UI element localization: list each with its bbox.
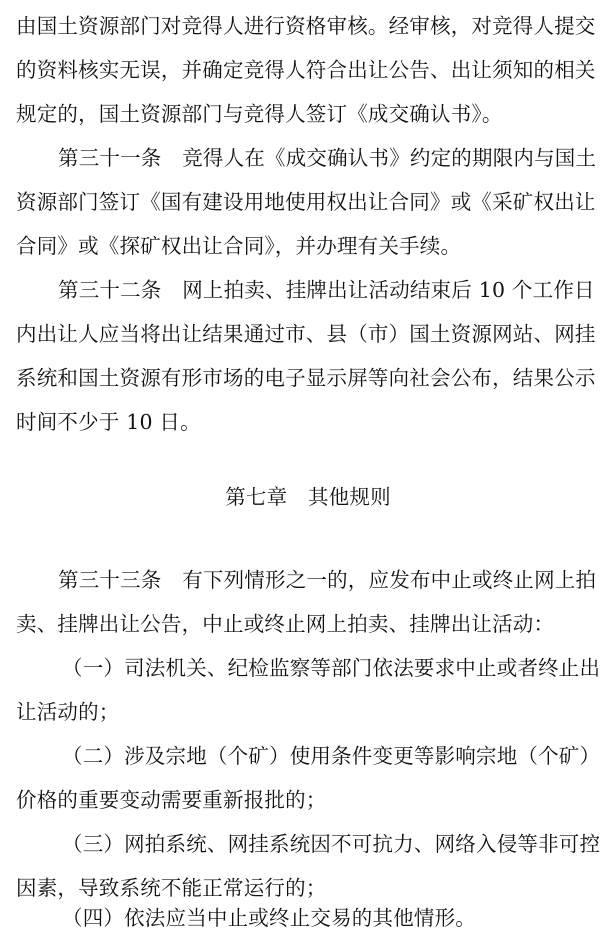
item-2-line-1: （二）涉及宗地（个矿）使用条件变更等影响宗地（个矿） (62, 744, 601, 768)
paragraph-line-3: 规定的，国土资源部门与竞得人签订《成交确认书》。 (16, 102, 503, 126)
item-3-line-1: （三）网拍系统、网挂系统因不可抗力、网络入侵等非可控 (62, 832, 601, 856)
item-1-line-2: 让活动的； (16, 700, 120, 724)
item-1-line-1: （一）司法机关、纪检监察等部门依法要求中止或者终止出 (62, 656, 601, 680)
article-32-line-4: 时间不少于 10 日。 (16, 410, 201, 434)
article-32-line-2: 内出让人应当将出让结果通过市、县（市）国土资源网站、网挂 (16, 322, 596, 346)
article-32-line-1: 第三十二条 网上拍卖、挂牌出让活动结束后 10 个工作日 (58, 278, 595, 302)
article-31-line-2: 资源部门签订《国有建设用地使用权出让合同》或《采矿权出让 (16, 190, 596, 214)
article-32-line-3: 系统和国土资源有形市场的电子显示屏等向社会公布，结果公示 (16, 366, 596, 390)
chapter-heading: 第七章 其他规则 (225, 485, 391, 509)
article-31-line-3: 合同》或《探矿权出让合同》，并办理有关手续。 (16, 234, 462, 258)
article-31-line-1: 第三十一条 竞得人在《成交确认书》约定的期限内与国土 (58, 146, 597, 170)
paragraph-line-2: 的资料核实无误，并确定竞得人符合出让公告、出让须知的相关 (16, 58, 596, 82)
paragraph-line-1: 由国土资源部门对竞得人进行资格审核。经审核，对竞得人提交 (16, 14, 596, 38)
item-4-line-1: （四）依法应当中止或终止交易的其他情形。 (62, 906, 476, 930)
article-33-line-1: 第三十三条 有下列情形之一的，应发布中止或终止网上拍 (58, 568, 597, 592)
item-2-line-2: 价格的重要变动需要重新报批的； (16, 788, 327, 812)
article-33-line-2: 卖、挂牌出让公告，中止或终止网上拍卖、挂牌出让活动： (16, 612, 555, 636)
item-3-line-2: 因素，导致系统不能正常运行的； (16, 876, 327, 900)
